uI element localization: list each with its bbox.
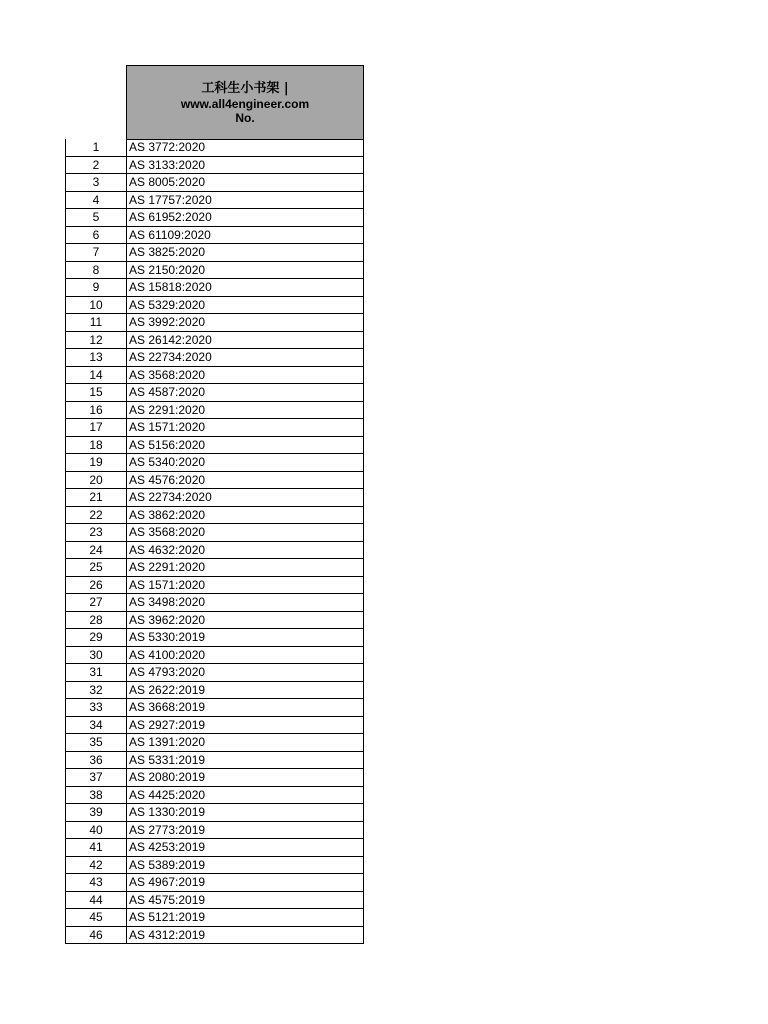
row-number: 23 [66, 524, 127, 541]
table-row [66, 453, 363, 471]
table-row [66, 716, 363, 734]
row-number: 44 [66, 892, 127, 909]
table-row [66, 506, 363, 524]
row-number: 8 [66, 262, 127, 279]
table-row [66, 139, 363, 156]
standard-code: AS 5331:2019 [129, 752, 206, 767]
table-row [66, 488, 363, 506]
standard-code: AS 1391:2020 [129, 735, 206, 749]
table-row [66, 733, 363, 751]
table-row [66, 873, 363, 891]
table-row [66, 611, 363, 629]
standard-code: AS 1571:2020 [129, 420, 206, 434]
row-number: 22 [66, 507, 127, 524]
row-number: 34 [66, 717, 127, 734]
standard-code: AS 3498:2020 [129, 595, 206, 609]
standard-code: AS 3862:2020 [129, 507, 206, 522]
row-number: 19 [66, 454, 127, 471]
standard-code: AS 5156:2020 [129, 437, 206, 452]
row-number: 6 [66, 227, 127, 244]
row-number: 11 [66, 314, 127, 331]
table-row [66, 191, 363, 209]
standard-code: AS 2927:2019 [129, 717, 206, 732]
row-number: 27 [66, 594, 127, 611]
table-row [66, 313, 363, 331]
row-number: 13 [66, 349, 127, 366]
row-number: 20 [66, 472, 127, 489]
standard-code: AS 4425:2020 [129, 787, 206, 802]
standard-code: AS 5389:2019 [129, 857, 206, 872]
standard-code: AS 3992:2020 [129, 315, 206, 329]
row-number: 40 [66, 822, 127, 839]
row-number: 14 [66, 367, 127, 384]
standard-code: AS 3133:2020 [129, 157, 206, 172]
row-number: 10 [66, 297, 127, 314]
table-row [66, 208, 363, 226]
standard-code: AS 4253:2019 [129, 840, 206, 854]
header-title: 工科生小书架 | [201, 80, 289, 96]
table-row [66, 173, 363, 191]
row-number: 31 [66, 664, 127, 681]
standard-code: AS 2150:2020 [129, 262, 206, 277]
standard-code: AS 22734:2020 [129, 350, 212, 364]
table-row [66, 856, 363, 874]
standard-code: AS 1330:2019 [129, 805, 206, 819]
table-row [66, 646, 363, 664]
table-row [66, 261, 363, 279]
row-number: 29 [66, 629, 127, 646]
row-number: 43 [66, 874, 127, 891]
row-number: 3 [66, 174, 127, 191]
table-row [66, 296, 363, 314]
table-row [66, 663, 363, 681]
table-row [66, 541, 363, 559]
standard-code: AS 2080:2019 [129, 770, 206, 784]
standard-code: AS 3568:2020 [129, 525, 206, 539]
standard-code: AS 3668:2019 [129, 700, 206, 714]
header-blank-cell [65, 65, 126, 139]
row-number: 39 [66, 804, 127, 821]
table-row [66, 418, 363, 436]
standard-code: AS 61109:2020 [129, 227, 211, 242]
standard-code: AS 2622:2019 [129, 682, 206, 697]
standard-code: AS 2291:2020 [129, 402, 206, 417]
row-number: 4 [66, 192, 127, 209]
standard-code: AS 5121:2019 [129, 910, 206, 924]
header-site: www.all4engineer.com [180, 96, 310, 111]
row-number: 17 [66, 419, 127, 436]
standard-code: AS 4632:2020 [129, 542, 206, 557]
standard-code: AS 3772:2020 [129, 140, 206, 154]
table-row [66, 821, 363, 839]
standard-code: AS 4576:2020 [129, 472, 206, 487]
standard-code: AS 3962:2020 [129, 612, 206, 627]
header-cell [126, 65, 364, 140]
standard-code: AS 3825:2020 [129, 245, 206, 259]
table-row [66, 366, 363, 384]
standards-table [65, 65, 364, 944]
row-number: 28 [66, 612, 127, 629]
row-number: 5 [66, 209, 127, 226]
row-number: 30 [66, 647, 127, 664]
table-row [66, 226, 363, 244]
row-number: 15 [66, 384, 127, 401]
row-number: 37 [66, 769, 127, 786]
row-number: 21 [66, 489, 127, 506]
table-row [66, 156, 363, 174]
table-row [66, 908, 363, 926]
table-row [66, 926, 363, 944]
standard-code: AS 5329:2020 [129, 297, 206, 312]
table-row [66, 803, 363, 821]
standard-code: AS 5330:2019 [129, 630, 206, 644]
row-number: 38 [66, 787, 127, 804]
standard-code: AS 4575:2019 [129, 892, 206, 907]
standard-code: AS 22734:2020 [129, 490, 212, 504]
table-row [66, 698, 363, 716]
standard-code: AS 61952:2020 [129, 210, 212, 224]
row-number: 25 [66, 559, 127, 576]
row-number: 32 [66, 682, 127, 699]
standard-code: AS 4100:2020 [129, 647, 206, 662]
row-number: 24 [66, 542, 127, 559]
table-row [66, 383, 363, 401]
row-number: 26 [66, 577, 127, 594]
row-number: 46 [66, 927, 127, 944]
table-row [66, 278, 363, 296]
table-row [66, 628, 363, 646]
standard-code: AS 3568:2020 [129, 367, 206, 382]
row-number: 12 [66, 332, 127, 349]
standard-code: AS 4793:2020 [129, 665, 206, 679]
row-number: 45 [66, 909, 127, 926]
table-row [66, 786, 363, 804]
table-row [66, 751, 363, 769]
row-number: 7 [66, 244, 127, 261]
row-number: 42 [66, 857, 127, 874]
table-row [66, 401, 363, 419]
table-row [66, 436, 363, 454]
row-number: 35 [66, 734, 127, 751]
row-number: 18 [66, 437, 127, 454]
table-row [66, 576, 363, 594]
standard-code: AS 15818:2020 [129, 280, 212, 294]
table-row [66, 243, 363, 261]
standard-code: AS 4967:2019 [129, 875, 206, 889]
table-row [66, 768, 363, 786]
table-row [66, 348, 363, 366]
row-number: 9 [66, 279, 127, 296]
standard-code: AS 26142:2020 [129, 332, 212, 347]
table-row [66, 681, 363, 699]
standard-code: AS 5340:2020 [129, 455, 206, 469]
table-body [65, 139, 364, 944]
table-row [66, 471, 363, 489]
row-number: 2 [66, 157, 127, 174]
table-row [66, 891, 363, 909]
table-row [66, 558, 363, 576]
header-column-label: No. [235, 110, 255, 125]
table-row [66, 838, 363, 856]
row-number: 16 [66, 402, 127, 419]
row-number: 33 [66, 699, 127, 716]
standard-code: AS 1571:2020 [129, 577, 206, 592]
table-row [66, 523, 363, 541]
row-number: 1 [66, 139, 127, 156]
table-row [66, 593, 363, 611]
standard-code: AS 2291:2020 [129, 560, 206, 574]
table-row [66, 331, 363, 349]
row-number: 41 [66, 839, 127, 856]
standard-code: AS 4587:2020 [129, 385, 206, 399]
standard-code: AS 4312:2019 [129, 927, 206, 942]
standard-code: AS 8005:2020 [129, 175, 206, 189]
standard-code: AS 17757:2020 [129, 192, 212, 207]
row-number: 36 [66, 752, 127, 769]
table-header-row [65, 65, 364, 139]
standard-code: AS 2773:2019 [129, 822, 206, 837]
